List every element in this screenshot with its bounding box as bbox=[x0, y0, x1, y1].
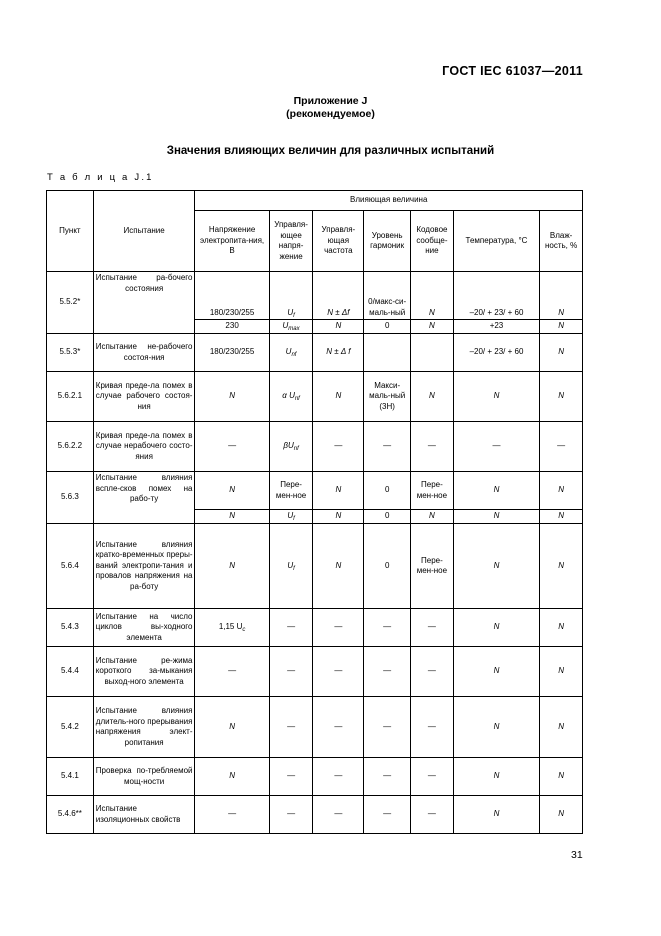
cell-temp: –20/ + 23/ + 60 bbox=[453, 334, 539, 372]
cell-point: 5.4.2 bbox=[47, 697, 94, 758]
cell-test: Испытание на число циклов вы-ходного элемента bbox=[93, 609, 195, 647]
cell-temp: N bbox=[453, 796, 539, 834]
cell-control-voltage: α $U_{nf}$ bbox=[269, 372, 313, 422]
cell-control-freq: — bbox=[313, 796, 364, 834]
col-temp: Температура, °С bbox=[453, 211, 539, 272]
cell-control-voltage: $U_{nf}$ bbox=[269, 334, 313, 372]
cell-humidity: — bbox=[540, 422, 583, 472]
cell-humidity: N bbox=[540, 372, 583, 422]
cell-point: 5.4.3 bbox=[47, 609, 94, 647]
cell-control-freq: — bbox=[313, 758, 364, 796]
cell-temp: N bbox=[453, 697, 539, 758]
cell-control-freq: N bbox=[313, 510, 364, 524]
cell-humidity: N bbox=[540, 510, 583, 524]
cell-control-voltage: — bbox=[269, 758, 313, 796]
col-influence: Влияющая величина bbox=[195, 191, 583, 211]
cell-control-freq: N bbox=[313, 524, 364, 609]
table-row bbox=[47, 697, 583, 758]
cell-harmonic: — bbox=[364, 758, 411, 796]
cell-harmonic bbox=[364, 334, 411, 372]
cell-point: 5.6.2.2 bbox=[47, 422, 94, 472]
cell-point: 5.6.4 bbox=[47, 524, 94, 609]
cell-voltage: N bbox=[195, 472, 269, 510]
cell-voltage: — bbox=[195, 422, 269, 472]
cell-code bbox=[411, 334, 454, 372]
cell-point: 5.4.6** bbox=[47, 796, 94, 834]
col-harmonic: Уровень гармоник bbox=[364, 211, 411, 272]
cell-point: 5.4.4 bbox=[47, 647, 94, 697]
cell-point: 5.5.3* bbox=[47, 334, 94, 372]
section-title: Значения влияющих величин для различных испытаний bbox=[166, 145, 495, 157]
cell-code: Пере-мен-ное bbox=[411, 524, 454, 609]
cell-humidity: N bbox=[540, 272, 583, 320]
cell-humidity: N bbox=[540, 796, 583, 834]
cell-humidity: N bbox=[540, 320, 583, 334]
cell-temp: N bbox=[453, 510, 539, 524]
cell-control-freq: — bbox=[313, 647, 364, 697]
cell-harmonic: — bbox=[364, 647, 411, 697]
cell-control-voltage: $\beta U_{nf}$ bbox=[269, 422, 313, 472]
cell-harmonic: 0 bbox=[364, 320, 411, 334]
cell-control-voltage: — bbox=[269, 609, 313, 647]
table-row bbox=[47, 524, 583, 609]
cell-temp: N bbox=[453, 647, 539, 697]
cell-control-voltage: Пере-мен-ное bbox=[269, 472, 313, 510]
cell-harmonic: 0/макс-си-маль-ный bbox=[364, 272, 411, 320]
cell-code: N bbox=[411, 272, 454, 320]
cell-test: Кривая преде-ла помех в случае нерабочего состо-яния bbox=[93, 422, 195, 472]
cell-control-freq: N bbox=[313, 372, 364, 422]
cell-point: 5.5.2* bbox=[47, 272, 94, 334]
table-row bbox=[47, 758, 583, 796]
cell-harmonic: — bbox=[364, 422, 411, 472]
cell-harmonic: Макси-маль-ный (3Н) bbox=[364, 372, 411, 422]
cell-control-freq: — bbox=[313, 609, 364, 647]
appendix-subtitle: (рекомендуемое) bbox=[286, 108, 375, 120]
cell-temp: N bbox=[453, 758, 539, 796]
col-humidity: Влаж-ность, % bbox=[540, 211, 583, 272]
cell-humidity: N bbox=[540, 647, 583, 697]
cell-test: Испытание влияния кратко-временных преры-ваний электропи-тания и провалов напряжения на ра-боту bbox=[93, 524, 195, 609]
cell-point: 5.6.2.1 bbox=[47, 372, 94, 422]
cell-control-freq: N ± Δf bbox=[313, 272, 364, 320]
cell-temp: N bbox=[453, 472, 539, 510]
cell-control-freq: N bbox=[313, 320, 364, 334]
table-row bbox=[47, 272, 583, 320]
cell-code: — bbox=[411, 647, 454, 697]
cell-test: Испытание влияния вспле-сков помех на рабо-ту bbox=[93, 472, 195, 524]
cell-test: Испытание ра-бочего состояния bbox=[93, 272, 195, 334]
cell-control-freq: N ± Δ f bbox=[313, 334, 364, 372]
cell-control-voltage: $U_{max}$ bbox=[269, 320, 313, 334]
cell-code: — bbox=[411, 796, 454, 834]
col-voltage: Напряжение электропита-ния, В bbox=[195, 211, 269, 272]
cell-test: Проверка по-требляемой мощ-ности bbox=[93, 758, 195, 796]
table-row bbox=[47, 334, 583, 372]
cell-control-voltage: $U_f$ bbox=[269, 510, 313, 524]
cell-voltage: N bbox=[195, 510, 269, 524]
cell-harmonic: 0 bbox=[364, 510, 411, 524]
cell-voltage: 180/230/255 bbox=[195, 334, 269, 372]
cell-voltage: N bbox=[195, 697, 269, 758]
table-row bbox=[47, 372, 583, 422]
cell-humidity: N bbox=[540, 758, 583, 796]
cell-control-freq: N bbox=[313, 472, 364, 510]
col-test: Испытание bbox=[93, 191, 195, 272]
table-label: Т а б л и ц а J.1 bbox=[47, 172, 154, 183]
col-control-voltage: Управля-ющее напря-жение bbox=[269, 211, 313, 272]
cell-test: Испытание не-рабочего состоя-ния bbox=[93, 334, 195, 372]
cell-point: 5.4.1 bbox=[47, 758, 94, 796]
cell-control-voltage: — bbox=[269, 647, 313, 697]
cell-voltage: 180/230/255 bbox=[195, 272, 269, 320]
col-control-freq: Управля-ющая частота bbox=[313, 211, 364, 272]
header-row-1 bbox=[47, 191, 583, 211]
cell-humidity: N bbox=[540, 697, 583, 758]
col-code: Кодовое сообще-ние bbox=[411, 211, 454, 272]
cell-voltage: 230 bbox=[195, 320, 269, 334]
cell-harmonic: 0 bbox=[364, 472, 411, 510]
table-row bbox=[47, 422, 583, 472]
cell-control-voltage: $U_f$ bbox=[269, 524, 313, 609]
cell-temp: N bbox=[453, 609, 539, 647]
cell-code: — bbox=[411, 422, 454, 472]
cell-voltage: N bbox=[195, 372, 269, 422]
appendix-title: Приложение J bbox=[293, 95, 368, 107]
cell-test: Испытание влияния длитель-ного прерывания напряжения элект-ропитания bbox=[93, 697, 195, 758]
cell-temp: +23 bbox=[453, 320, 539, 334]
cell-temp: N bbox=[453, 524, 539, 609]
cell-control-voltage: $U_f$ bbox=[269, 272, 313, 320]
table-row bbox=[47, 796, 583, 834]
cell-voltage: N bbox=[195, 758, 269, 796]
cell-point: 5.6.3 bbox=[47, 472, 94, 524]
cell-harmonic: 0 bbox=[364, 524, 411, 609]
cell-code: — bbox=[411, 758, 454, 796]
influence-table bbox=[46, 190, 583, 834]
cell-voltage: N bbox=[195, 524, 269, 609]
cell-temp: — bbox=[453, 422, 539, 472]
cell-control-voltage: — bbox=[269, 796, 313, 834]
cell-humidity: N bbox=[540, 334, 583, 372]
cell-code: — bbox=[411, 697, 454, 758]
cell-voltage: — bbox=[195, 796, 269, 834]
cell-humidity: N bbox=[540, 472, 583, 510]
cell-control-voltage: — bbox=[269, 697, 313, 758]
cell-control-freq: — bbox=[313, 697, 364, 758]
cell-code: N bbox=[411, 320, 454, 334]
cell-harmonic: — bbox=[364, 609, 411, 647]
col-point: Пункт bbox=[47, 191, 94, 272]
cell-test: Кривая преде-ла помех в случае рабочего состоя-ния bbox=[93, 372, 195, 422]
cell-humidity: N bbox=[540, 609, 583, 647]
table-row bbox=[47, 647, 583, 697]
cell-harmonic: — bbox=[364, 697, 411, 758]
cell-test: Испытание изоляционных свойств bbox=[93, 796, 195, 834]
cell-temp: N bbox=[453, 372, 539, 422]
cell-code: — bbox=[411, 609, 454, 647]
cell-code: Пере-мен-ное bbox=[411, 472, 454, 510]
table-row bbox=[47, 609, 583, 647]
cell-voltage: 1,15 $U_c$ bbox=[195, 609, 269, 647]
cell-voltage: — bbox=[195, 647, 269, 697]
cell-temp: –20/ + 23/ + 60 bbox=[453, 272, 539, 320]
cell-test: Испытание ре-жима короткого за-мыкания выход-ного элемента bbox=[93, 647, 195, 697]
page-number: 31 bbox=[571, 849, 583, 861]
cell-humidity: N bbox=[540, 524, 583, 609]
cell-code: N bbox=[411, 372, 454, 422]
standard-header: ГОСТ IEC 61037—2011 bbox=[442, 64, 583, 78]
table-row bbox=[47, 472, 583, 510]
cell-code: N bbox=[411, 510, 454, 524]
cell-control-freq: — bbox=[313, 422, 364, 472]
cell-harmonic: — bbox=[364, 796, 411, 834]
